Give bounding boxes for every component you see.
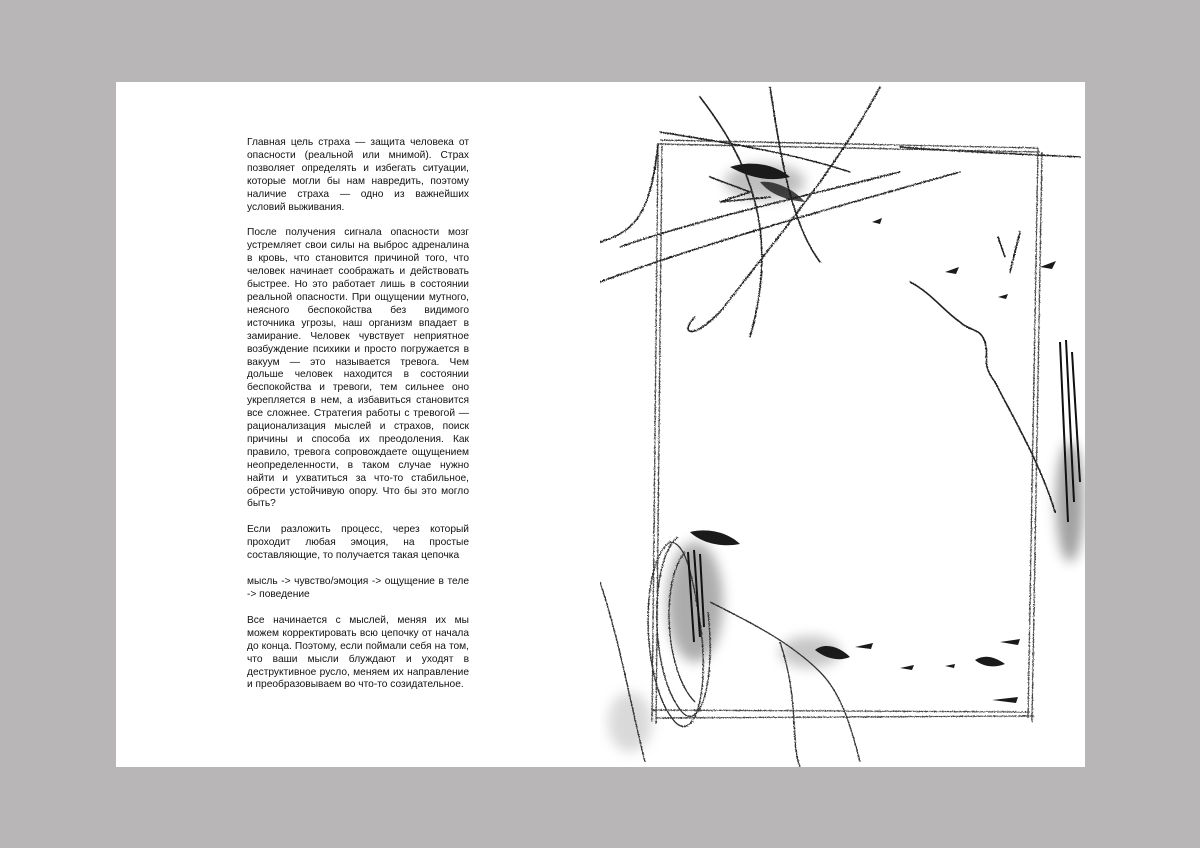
paragraph-fear-purpose: Главная цель страха — защита человека от опасности (реальной или мнимой). Страх позволяет определять и избегать ситуации, которые могли бы нам навредить, поэтому наличие страха — одно из важнейших условий выживания. bbox=[247, 137, 469, 213]
paragraph-anxiety: После получения сигнала опасности мозг устремляет свои силы на выброс адреналина в кровь, что становится причиной того, что человек начинает соображать и действовать быстрее. Но это работает лишь в состоянии реальной опасности. При ощущении мутного, неясного беспокойства без видимого источника угрозы, наш организм впадает в замирание. Человек чувствует неприятное возбуждение психики и просто погружается в вакуум — это называется тревога. Чем дольше человек находится в состоянии беспокойства и тревоги, тем сильнее оно укрепляется в нем, а избавиться становится все сложнее. Стратегия работы с тревогой — рационализация мыслей и страхов, поиск причины и способа их преодоления. Как правило, тревога сопровождаете ощущением неопределенности, в таком случае нужно найти и ухватиться за что-то стабильное, обрести устойчивую опору. Что бы это могло быть? bbox=[247, 227, 469, 510]
paragraph-chain: мысль -> чувство/эмоция -> ощущение в теле -> поведение bbox=[247, 576, 469, 600]
paragraph-change-thoughts: Все начинается с мыслей, меняя их мы можем корректировать всю цепочку от начала до конца. Поэтому, если поймали себя на том, что ваши мысли блуждают и уходят в деструктивное русло, меняем их направление и преобразовываем во что-то созидательное. bbox=[247, 614, 469, 691]
charcoal-drawing bbox=[600, 82, 1085, 767]
right-page-illustration bbox=[600, 82, 1085, 767]
book-spread bbox=[116, 82, 1085, 767]
paragraph-emotion-process: Если разложить процесс, через который проходит любая эмоция, на простые составляющие, то получается такая цепочка bbox=[247, 524, 469, 562]
left-page bbox=[116, 82, 600, 767]
hatching bbox=[688, 340, 1080, 642]
body-text bbox=[247, 137, 469, 705]
